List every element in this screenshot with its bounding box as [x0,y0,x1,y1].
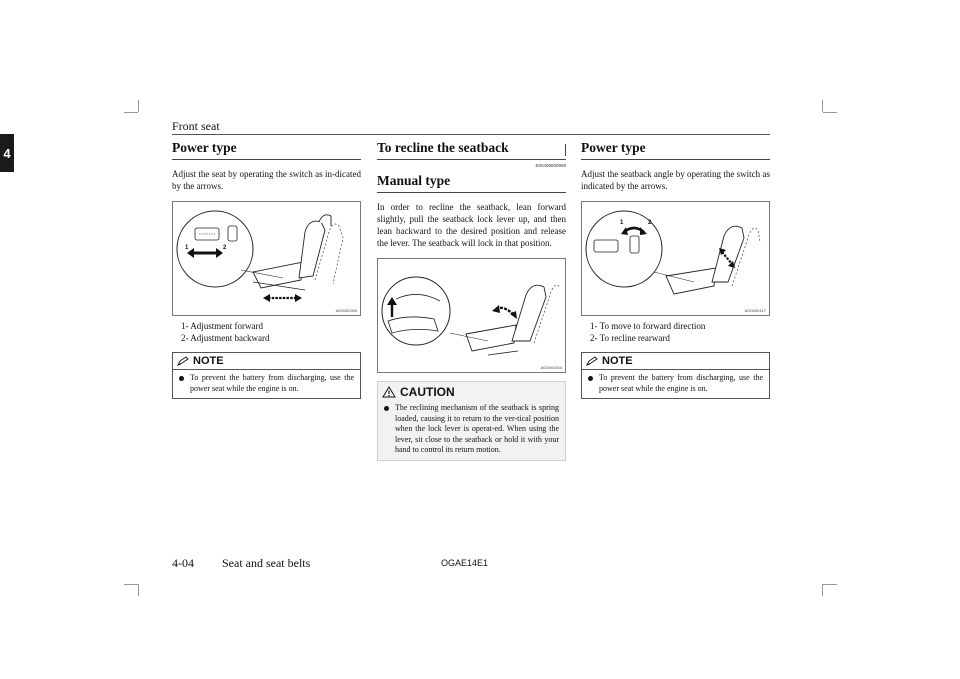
list-item: 1- To move to forward direction [590,321,706,331]
publication-code: OGAE14E1 [441,558,489,568]
section-heading [377,138,566,160]
note-box [172,352,361,399]
paragraph: Adjust the seatback angle by operating the switch as indicated by the arrows. [581,169,770,191]
note-label: NOTE [602,355,633,367]
note-title [582,353,769,370]
figure-code: AG0002390 [335,308,357,313]
note-item [173,370,360,398]
list-item: 1- Adjustment forward [181,321,263,331]
bullet-icon [588,376,593,381]
document-id: E00400600968 [535,163,566,168]
note-pencil-icon [586,356,598,366]
note-label: NOTE [193,355,224,367]
paragraph: Adjust the seat by operating the switch as in-dicated by the arrows. [172,169,361,191]
figure-code: AG0002404 [540,365,562,370]
power-seat-figure [172,201,361,316]
callout-label-2: 2 [648,220,652,226]
crop-mark [124,584,138,585]
note-item [582,370,769,398]
seat-illustration [582,202,769,315]
manual-recline-figure [377,258,566,373]
paragraph: In order to recline the seatback, lean forward slightly, pull the seatback lock lever up, and then lean backward to the desired position and release the lever. The seatback will lock in that position. [377,202,566,248]
callout-label-1: 1 [185,245,189,251]
caution-label: CAUTION [400,385,455,399]
callout-label-1: 1 [620,220,624,226]
note-pencil-icon [177,356,189,366]
crop-mark [138,584,139,596]
crop-mark [138,100,139,112]
crop-mark [822,584,823,596]
subsection-heading: Manual type [377,168,566,193]
power-recline-figure [581,201,770,316]
section-heading: Power type [172,138,361,160]
caution-box [377,381,566,461]
header-rule [172,134,770,135]
seat-illustration [378,259,565,372]
column-power-seat [172,138,361,399]
crop-mark [823,112,837,113]
list-item: 2- Adjustment backward [181,333,270,343]
section-heading: Power type [581,138,770,160]
note-title [173,353,360,370]
callout-label-2: 2 [223,245,227,251]
bullet-icon [179,376,184,381]
list-item: 2- To recline rearward [590,333,670,343]
heading-bar [565,144,566,156]
crop-mark [124,112,138,113]
chapter-tab: 4 [0,134,14,172]
page-header: Front seat [172,119,220,133]
column-recline-seatback [377,138,566,461]
page-number: 4-04 [172,556,194,570]
caution-text: The reclining mechanism of the seatback is spring loaded, causing it to return to the ver-tical position when the lock lever is operat-ed. When using the lever, sit close to the seatback or hold it with your hand to control its return motion. [395,403,559,454]
column-power-seatback [581,138,770,399]
warning-triangle-icon [382,386,396,398]
footer-section-title: Seat and seat belts [222,556,311,570]
legend-list [172,320,361,344]
section-title: To recline the seatback [377,140,509,155]
note-box [581,352,770,399]
caution-title [378,382,565,400]
note-text: To prevent the battery from discharging, use the power seat while the engine is on. [190,373,354,393]
crop-mark [822,100,823,112]
crop-mark [823,584,837,585]
legend-list [581,320,770,344]
bullet-icon [384,406,389,411]
seat-illustration [173,202,360,315]
caution-item [378,400,565,460]
figure-code: AG0002417 [744,308,766,313]
note-text: To prevent the battery from discharging, use the power seat while the engine is on. [599,373,763,393]
